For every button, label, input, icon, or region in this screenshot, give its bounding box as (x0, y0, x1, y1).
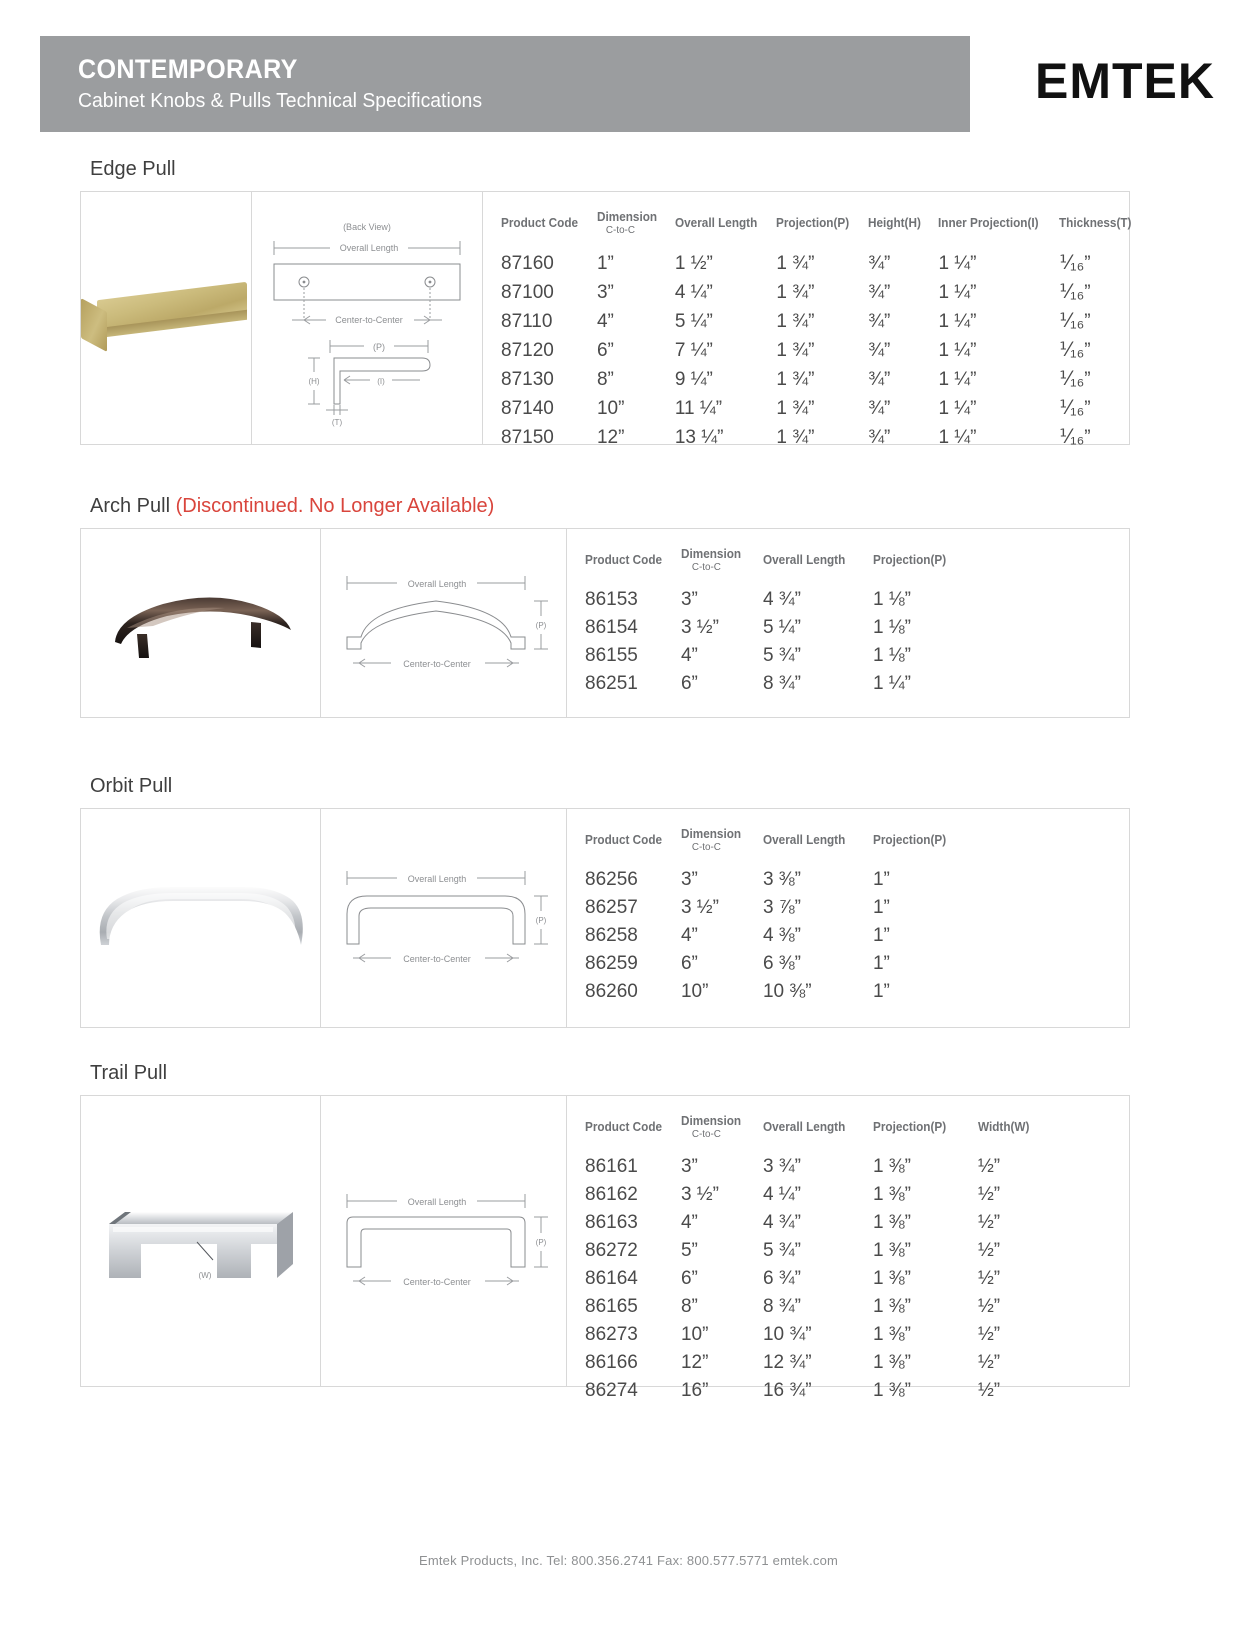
table-body-orbit-pull (585, 855, 1129, 1006)
section-heading-trail-pull (80, 1062, 1130, 1085)
orbit-pull-image (93, 873, 308, 963)
back-view-label: (Back View) (343, 222, 391, 232)
column-header: Dimension C-to-C (680, 547, 742, 573)
trail-pull-image (101, 1194, 301, 1289)
spec-cell: 12 ¾” (762, 1352, 812, 1373)
spec-cell: 1 ¼” (938, 426, 977, 448)
spec-cell: 10” (596, 397, 625, 419)
table-body-arch-pull (585, 575, 1129, 698)
spec-cell: ¾” (868, 281, 891, 303)
page-subtitle: Cabinet Knobs & Pulls Technical Specifications (78, 90, 483, 113)
spec-cell: 16” (680, 1380, 709, 1401)
product-code-cell: 86256 (585, 869, 638, 890)
spec-cell: 1 ⅜” (872, 1324, 911, 1345)
spec-cell: 1 ¾” (776, 397, 815, 419)
column-header: Overall Length (762, 833, 846, 847)
spec-cell: ⅟₁₆” (1059, 311, 1091, 332)
arch-pull-image (101, 578, 301, 668)
table-row (585, 1181, 1129, 1209)
table-row (501, 365, 1151, 394)
product-code-cell: 86274 (585, 1380, 638, 1401)
spec-cell: ¾” (868, 426, 891, 448)
section-arch-pull (80, 495, 1130, 718)
section-name: Orbit Pull (90, 775, 173, 797)
projection-label: (P) (535, 621, 546, 630)
table-row (585, 950, 1129, 978)
table-row (585, 614, 1129, 642)
column-header: Overall Length (762, 1120, 846, 1134)
section-heading-edge-pull (80, 158, 1130, 181)
table-head (585, 547, 1129, 575)
spec-cell: 3” (680, 589, 698, 610)
section-box-trail-pull (80, 1095, 1130, 1401)
spec-cell: 9 ¼” (674, 368, 713, 390)
spec-cell: 13 ¼” (674, 426, 724, 448)
center-to-center-label: Center-to-Center (402, 1277, 471, 1287)
product-code-cell: 87130 (501, 368, 554, 390)
spec-cell: 1 ⅛” (872, 617, 911, 638)
spec-cell: 1 ½” (674, 252, 713, 274)
table-header-row (585, 547, 1129, 575)
spec-cell: 7 ¼” (674, 339, 713, 361)
spec-cell: ½” (977, 1296, 1001, 1317)
column-header: Dimension C-to-C (680, 1114, 742, 1140)
overall-length-label: Overall Length (407, 1197, 466, 1207)
spec-table-edge-pull (501, 210, 1151, 452)
section-heading-orbit-pull (80, 775, 1130, 798)
column-header: Dimension C-to-C (596, 210, 658, 236)
product-code-cell: 86162 (585, 1184, 638, 1205)
table-head (501, 210, 1151, 238)
product-code-cell: 86251 (585, 673, 638, 694)
trail-pull-diagram-svg (329, 1181, 559, 1301)
spec-cell: 4 ¾” (762, 1212, 801, 1233)
spec-cell: ¾” (868, 339, 891, 361)
column-header: Width(W) (977, 1120, 1030, 1134)
spec-cell: 3” (680, 869, 698, 890)
spec-cell: 3” (596, 281, 614, 303)
spec-table-cell-orbit-pull (567, 809, 1129, 1027)
spec-cell: 1 ¾” (776, 368, 815, 390)
spec-cell: 8 ¾” (762, 1296, 801, 1317)
spec-cell: 1 ¾” (776, 339, 815, 361)
section-name: Edge Pull (90, 158, 176, 180)
center-to-center-label: Center-to-Center (335, 315, 403, 325)
spec-cell: 3 ⅞” (762, 897, 801, 918)
spec-cell: 1” (596, 252, 614, 274)
page-title: CONTEMPORARY (78, 54, 298, 84)
edge-pull-diagram-svg (252, 208, 482, 428)
spec-cell: ¾” (868, 310, 891, 332)
product-code-cell: 87140 (501, 397, 554, 419)
page-header-band (40, 36, 970, 132)
product-code-cell: 86260 (585, 981, 638, 1002)
product-code-cell: 86258 (585, 925, 638, 946)
product-code-cell: 86161 (585, 1156, 638, 1177)
projection-label: (P) (535, 1238, 546, 1247)
overall-length-label: Overall Length (339, 243, 399, 253)
overall-length-label: Overall Length (407, 874, 466, 884)
spec-table-arch-pull (585, 547, 1129, 698)
spec-cell: 1 ¾” (776, 426, 815, 448)
table-body-trail-pull (585, 1142, 1129, 1405)
product-code-cell: 86163 (585, 1212, 638, 1233)
product-photo-orbit-pull (81, 809, 321, 1027)
spec-cell: 1 ¾” (776, 252, 815, 274)
spec-cell: 4” (596, 310, 614, 332)
spec-cell: 1 ⅜” (872, 1240, 911, 1261)
section-box-orbit-pull (80, 808, 1130, 1028)
table-row (585, 855, 1129, 894)
product-photo-edge-pull (81, 192, 252, 444)
spec-cell: ½” (977, 1184, 1001, 1205)
table-row (585, 978, 1129, 1006)
spec-cell: ½” (977, 1240, 1001, 1261)
section-name: Trail Pull (90, 1062, 168, 1084)
spec-cell: ⅟₁₆” (1059, 398, 1091, 419)
section-orbit-pull (80, 775, 1130, 1028)
spec-cell: ⅟₁₆” (1059, 282, 1091, 303)
spec-cell: 1 ¼” (938, 252, 977, 274)
spec-cell: ½” (977, 1324, 1001, 1345)
section-box-edge-pull (80, 191, 1132, 448)
column-header: Product Code (585, 553, 663, 567)
spec-cell: 5 ¼” (762, 617, 801, 638)
inner-projection-label: (I) (377, 377, 385, 386)
spec-cell: 4 ¼” (674, 281, 713, 303)
table-row (501, 394, 1151, 423)
table-row (501, 307, 1151, 336)
spec-table-cell-trail-pull (567, 1096, 1129, 1401)
spec-cell: 11 ¼” (674, 397, 723, 419)
spec-cell: 6” (596, 339, 614, 361)
product-code-cell: 86153 (585, 589, 638, 610)
product-code-cell: 87160 (501, 252, 554, 274)
spec-cell: 10” (680, 981, 709, 1002)
product-code-cell: 86259 (585, 953, 638, 974)
spec-cell: 1 ¼” (938, 397, 977, 419)
spec-cell: 6” (680, 673, 698, 694)
spec-cell: ¾” (868, 252, 891, 274)
table-header-row (585, 1114, 1129, 1142)
orbit-pull-diagram-svg (329, 858, 559, 978)
technical-diagram-edge-pull (252, 192, 483, 444)
center-to-center-label: Center-to-Center (402, 659, 471, 669)
page-footer: Emtek Products, Inc. Tel: 800.356.2741 Fax: 800.577.5771 emtek.com (418, 1553, 839, 1568)
spec-cell: 8” (596, 368, 614, 390)
column-header: Product Code (501, 216, 579, 230)
table-row (501, 238, 1151, 278)
thickness-label: (T) (331, 418, 343, 427)
table-row (585, 575, 1129, 614)
spec-cell: 4 ¾” (762, 589, 801, 610)
column-header: Product Code (585, 1120, 663, 1134)
spec-cell: 1 ⅛” (872, 645, 911, 666)
product-code-cell: 86273 (585, 1324, 638, 1345)
column-header: Inner Projection(I) (938, 216, 1039, 230)
table-row (585, 1377, 1129, 1405)
spec-cell: 1” (872, 981, 890, 1002)
spec-cell: 8 ¾” (762, 673, 801, 694)
spec-cell: 6” (680, 953, 698, 974)
spec-cell: 5 ¾” (762, 1240, 801, 1261)
spec-cell: 1 ⅜” (872, 1184, 911, 1205)
spec-cell: 5 ¾” (762, 645, 801, 666)
column-header: Projection(P) (872, 833, 947, 847)
product-code-cell: 86155 (585, 645, 638, 666)
spec-cell: ⅟₁₆” (1059, 253, 1091, 274)
table-row (585, 1265, 1129, 1293)
column-header: Projection(P) (872, 1120, 947, 1134)
spec-cell: 1” (872, 869, 890, 890)
table-row (585, 670, 1129, 698)
table-row (585, 1142, 1129, 1181)
table-body-edge-pull (501, 238, 1151, 452)
spec-cell: ½” (977, 1212, 1001, 1233)
table-row (501, 336, 1151, 365)
emtek-logo: EMTEK (1035, 53, 1215, 109)
projection-label: (P) (373, 342, 385, 352)
product-code-cell: 87110 (501, 310, 553, 332)
column-header: Product Code (585, 833, 663, 847)
table-header-row (585, 827, 1129, 855)
table-head (585, 1114, 1129, 1142)
technical-diagram-trail-pull (321, 1096, 567, 1386)
spec-table-orbit-pull (585, 827, 1129, 1006)
spec-cell: 10 ¾” (762, 1324, 812, 1345)
spec-cell: 1 ¼” (938, 310, 977, 332)
section-edge-pull (80, 158, 1132, 448)
product-code-cell: 87100 (501, 281, 554, 303)
spec-cell: 1 ¼” (872, 673, 911, 694)
spec-cell: 1 ⅜” (872, 1380, 911, 1401)
spec-cell: 6” (680, 1268, 698, 1289)
product-photo-trail-pull (81, 1096, 321, 1386)
spec-cell: 1” (872, 925, 890, 946)
table-row (501, 278, 1151, 307)
spec-cell: ½” (977, 1268, 1001, 1289)
table-row (585, 922, 1129, 950)
edge-pull-image (81, 283, 251, 353)
spec-cell: 12” (680, 1352, 709, 1373)
table-row (585, 1209, 1129, 1237)
overall-length-label: Overall Length (407, 579, 466, 589)
spec-cell: 4” (680, 1212, 698, 1233)
spec-cell: 1 ⅜” (872, 1268, 911, 1289)
arch-pull-diagram-svg (329, 563, 559, 683)
table-row (585, 1321, 1129, 1349)
product-code-cell: 86257 (585, 897, 638, 918)
spec-table-cell-edge-pull (483, 192, 1151, 448)
spec-cell: ½” (977, 1352, 1001, 1373)
spec-cell: 4” (680, 925, 698, 946)
spec-cell: 1 ⅜” (872, 1212, 911, 1233)
product-code-cell: 86272 (585, 1240, 638, 1261)
spec-cell: 1” (872, 897, 890, 918)
spec-cell: 6 ⅜” (762, 953, 801, 974)
projection-label: (P) (535, 916, 546, 925)
product-code-cell: 86165 (585, 1296, 638, 1317)
spec-cell: 3 ½” (680, 1184, 719, 1205)
column-header: Projection(P) (872, 553, 947, 567)
spec-cell: 6 ¾” (762, 1268, 801, 1289)
product-code-cell: 86166 (585, 1352, 638, 1373)
spec-cell: 8” (680, 1296, 698, 1317)
column-header: Overall Length (762, 553, 846, 567)
table-row (585, 1237, 1129, 1265)
section-name: Arch Pull (90, 495, 176, 517)
spec-cell: 1 ¼” (938, 281, 977, 303)
spec-cell: 5” (680, 1240, 698, 1261)
column-header: Thickness(T) (1059, 216, 1132, 230)
column-header: Dimension C-to-C (680, 827, 742, 853)
product-code-cell: 86154 (585, 617, 638, 638)
spec-table-trail-pull (585, 1114, 1129, 1405)
product-code-cell: 86164 (585, 1268, 638, 1289)
technical-diagram-orbit-pull (321, 809, 567, 1027)
product-code-cell: 87120 (501, 339, 554, 361)
spec-table-cell-arch-pull (567, 529, 1129, 717)
table-row (585, 894, 1129, 922)
section-box-arch-pull (80, 528, 1130, 718)
table-row (585, 1349, 1129, 1377)
center-to-center-label: Center-to-Center (402, 954, 471, 964)
column-header: Height(H) (868, 216, 922, 230)
spec-cell: 1 ⅜” (872, 1352, 911, 1373)
technical-diagram-arch-pull (321, 529, 567, 717)
column-header: Projection(P) (776, 216, 850, 230)
spec-cell: ¾” (868, 368, 891, 390)
spec-cell: 1 ¼” (938, 339, 977, 361)
spec-cell: ⅟₁₆” (1059, 369, 1091, 390)
spec-cell: 4” (680, 645, 698, 666)
table-row (585, 642, 1129, 670)
spec-cell: 3 ½” (680, 617, 719, 638)
spec-cell: ⅟₁₆” (1059, 427, 1091, 448)
product-photo-arch-pull (81, 529, 321, 717)
spec-cell: 4 ⅜” (762, 925, 801, 946)
table-row (585, 1293, 1129, 1321)
spec-cell: 1 ¾” (776, 281, 815, 303)
spec-cell: 1 ⅜” (872, 1296, 911, 1317)
spec-cell: ½” (977, 1380, 1001, 1401)
table-head (585, 827, 1129, 855)
column-header: Overall Length (674, 216, 758, 230)
spec-cell: 16 ¾” (762, 1380, 812, 1401)
spec-cell: 1” (872, 953, 890, 974)
section-note-discontinued: (Discontinued. No Longer Available) (175, 495, 495, 517)
section-trail-pull (80, 1062, 1130, 1401)
spec-cell: 1 ⅜” (872, 1156, 911, 1177)
width-callout-label: (W) (198, 1270, 211, 1280)
product-code-cell: 87150 (501, 426, 554, 448)
spec-cell: 3 ½” (680, 897, 719, 918)
spec-cell: 3 ⅜” (762, 869, 801, 890)
spec-cell: 3” (680, 1156, 698, 1177)
spec-cell: 4 ¼” (762, 1184, 801, 1205)
spec-cell: 1 ¾” (776, 310, 815, 332)
section-heading-arch-pull (80, 495, 1130, 518)
spec-cell: 1 ¼” (938, 368, 977, 390)
spec-cell: ½” (977, 1156, 1001, 1177)
spec-cell: 5 ¼” (674, 310, 713, 332)
spec-cell: 10 ⅜” (762, 981, 812, 1002)
spec-cell: 10” (680, 1324, 709, 1345)
spec-cell: ⅟₁₆” (1059, 340, 1091, 361)
table-header-row (501, 210, 1151, 238)
height-label: (H) (308, 377, 320, 386)
spec-cell: 3 ¾” (762, 1156, 801, 1177)
table-row (501, 423, 1151, 452)
spec-cell: 1 ⅛” (872, 589, 911, 610)
spec-cell: 12” (596, 426, 625, 448)
spec-cell: ¾” (868, 397, 891, 419)
